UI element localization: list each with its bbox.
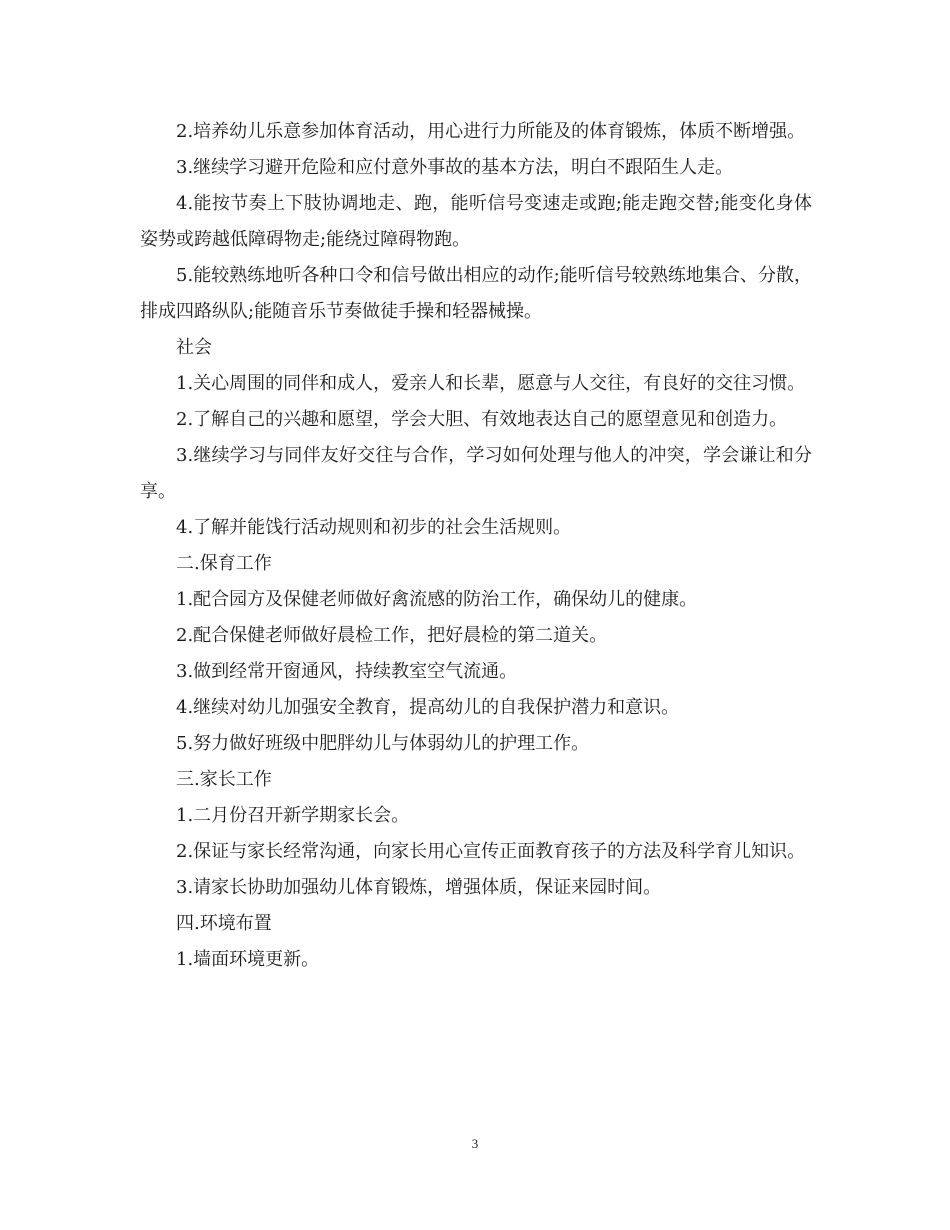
paragraph-care-1: 1.配合园方及保健老师做好禽流感的防治工作，确保幼儿的健康。 xyxy=(176,589,698,610)
paragraph-health-goal-3: 3.继续学习避开危险和应付意外事故的基本方法，明白不跟陌生人走。 xyxy=(176,157,734,178)
paragraph-health-goal-4: 4.能按节奏上下肢协调地走、跑，能听信号变速走或跑;能走跑交替;能变化身体姿势或跨越低障碍物走;能绕过障碍物跑。 xyxy=(140,193,812,250)
section-heading-parent-work: 三.家长工作 xyxy=(176,769,272,790)
page-number: 3 xyxy=(471,1136,479,1151)
paragraph-parent-3: 3.请家长协助加强幼儿体育锻炼，增强体质，保证来园时间。 xyxy=(176,877,662,898)
section-heading-care-work: 二.保育工作 xyxy=(176,553,272,574)
paragraph-health-goal-2: 2.培养幼儿乐意参加体育活动，用心进行力所能及的体育锻炼，体质不断增强。 xyxy=(176,121,806,142)
paragraph-environment-1: 1.墙面环境更新。 xyxy=(176,949,320,970)
paragraph-care-4: 4.继续对幼儿加强安全教育，提高幼儿的自我保护潜力和意识。 xyxy=(176,697,680,718)
section-heading-environment: 四.环境布置 xyxy=(176,913,272,934)
paragraph-parent-2: 2.保证与家长经常沟通，向家长用心宣传正面教育孩子的方法及科学育儿知识。 xyxy=(176,841,806,862)
section-heading-social: 社会 xyxy=(176,337,212,358)
paragraph-parent-1: 1.二月份召开新学期家长会。 xyxy=(176,805,410,826)
paragraph-social-goal-2: 2.了解自己的兴趣和愿望，学会大胆、有效地表达自己的愿望意见和创造力。 xyxy=(176,409,788,430)
paragraph-health-goal-5: 5.能较熟练地听各种口令和信号做出相应的动作;能听信号较熟练地集合、分散，排成四路纵队;能随音乐节奏做徒手操和轻器械操。 xyxy=(140,265,812,322)
paragraph-care-2: 2.配合保健老师做好晨检工作，把好晨检的第二道关。 xyxy=(176,625,608,646)
document-body xyxy=(140,114,812,978)
paragraph-social-goal-3: 3.继续学习与同伴友好交往与合作，学习如何处理与他人的冲突，学会谦让和分享。 xyxy=(140,445,812,502)
paragraph-social-goal-4: 4.了解并能饯行活动规则和初步的社会生活规则。 xyxy=(176,517,572,538)
paragraph-care-3: 3.做到经常开窗通风，持续教室空气流通。 xyxy=(176,661,518,682)
paragraph-social-goal-1: 1.关心周围的同伴和成人，爱亲人和长辈，愿意与人交往，有良好的交往习惯。 xyxy=(176,373,806,394)
paragraph-care-5: 5.努力做好班级中肥胖幼儿与体弱幼儿的护理工作。 xyxy=(176,733,590,754)
